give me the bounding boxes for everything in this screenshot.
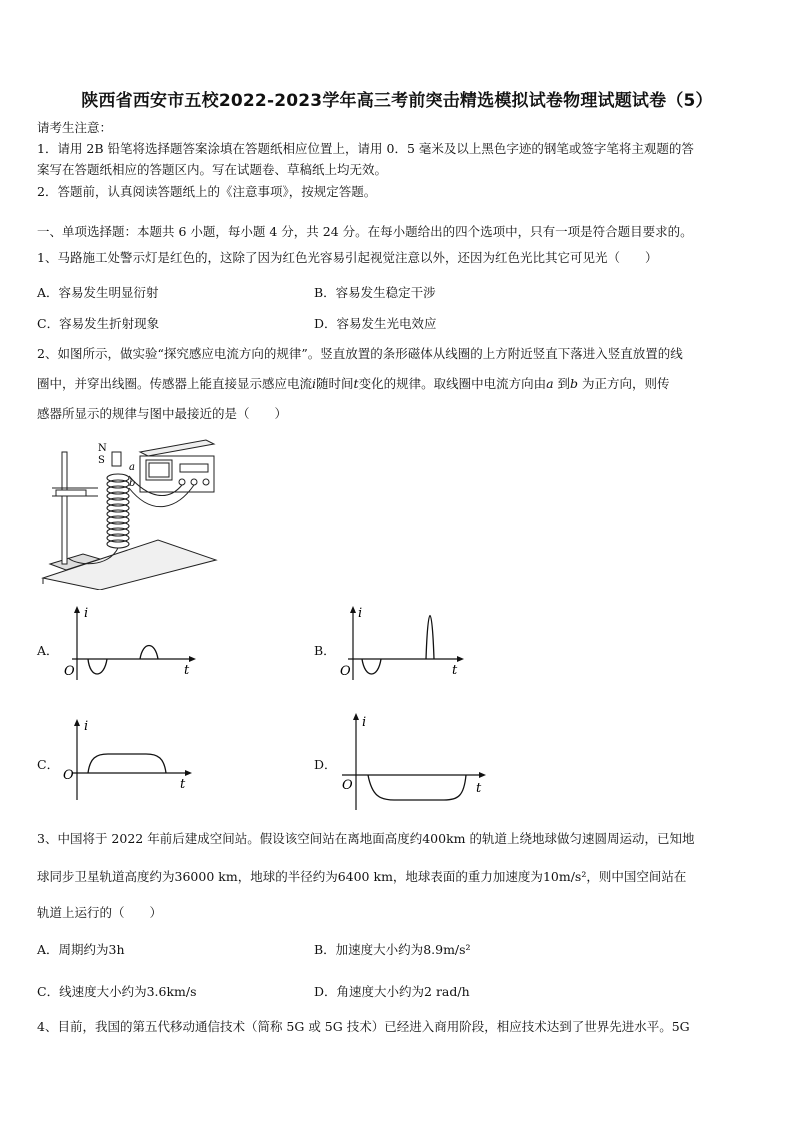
q3-option-b: B．加速度大小约为8.9m/s² xyxy=(314,942,471,957)
q2-line-3: 感器所显示的规律与图中最接近的是（ ） xyxy=(37,406,288,421)
axis-i-label: i xyxy=(84,719,89,734)
q1-stem: 1、马路施工处警示灯是红色的，这除了因为红色光容易引起视觉注意以外，还因为红色光比其它可见光（ ） xyxy=(37,250,658,265)
q2-option-d-label: D． xyxy=(314,757,337,772)
q2-graph-b xyxy=(336,605,476,685)
origin-label: O xyxy=(340,664,351,679)
notice-item-1-line-2: 案写在答题纸相应的答题区内。写在试题卷、草稿纸上均无效。 xyxy=(37,162,388,177)
origin-label: O xyxy=(342,778,353,793)
q3-option-c: C．线速度大小约为3.6km/s xyxy=(37,984,197,999)
axis-t-label: t xyxy=(180,777,186,792)
label-s: S xyxy=(98,455,105,466)
q2-line-2: 圈中，并穿出线圈。传感器上能直接显示感应电流i随时间t变化的规律。取线圈中电流方向由a 到b 为正方向，则传 xyxy=(37,376,670,391)
coil xyxy=(107,474,129,548)
bar-magnet xyxy=(112,452,121,466)
axis-t-label: t xyxy=(452,663,458,678)
label-n: N xyxy=(98,443,107,454)
current-sensor xyxy=(140,440,214,492)
q2-option-b-label: B． xyxy=(314,643,336,658)
axis-i-label: i xyxy=(362,715,367,730)
origin-label: O xyxy=(63,768,74,783)
label-b: b xyxy=(129,478,136,489)
notice-item-1-line-1: 1．请用 2B 铅笔将选择题答案涂填在答题纸相应位置上，请用 0．5 毫米及以上黑色字迹的钢笔或签字笔将主观题的答 xyxy=(37,141,694,156)
q3-option-a: A．周期约为3h xyxy=(37,942,125,957)
label-a: a xyxy=(129,462,135,473)
q4-line-1: 4、目前，我国的第五代移动通信技术（简称 5G 或 5G 技术）已经进入商用阶段，相应技术达到了世界先进水平。5G xyxy=(37,1019,690,1034)
q1-option-a: A．容易发生明显衍射 xyxy=(37,285,159,300)
q3-line-1: 3、中国将于 2022 年前后建成空间站。假设该空间站在离地面高度约400km 的轨道上绕地球做匀速圆周运动，已知地 xyxy=(37,831,695,846)
q3-option-d: D．角速度大小约为2 rad/h xyxy=(314,984,470,999)
axis-t-label: t xyxy=(184,663,190,678)
q3-line-2: 球同步卫星轨道高度约为36000 km，地球的半径约为6400 km，地球表面的重力加速度为10m/s²，则中国空间站在 xyxy=(37,869,687,884)
q2-graph-c xyxy=(60,718,200,802)
experiment-figure xyxy=(38,438,218,590)
section-heading: 一、单项选择题：本题共 6 小题，每小题 4 分，共 24 分。在每小题给出的四个选项中，只有一项是符合题目要求的。 xyxy=(37,224,693,239)
q2-line-1: 2、如图所示，做实验“探究感应电流方向的规律”。竖直放置的条形磁体从线圈的上方附近竖直下落进入竖直放置的线 xyxy=(37,346,683,361)
axis-i-label: i xyxy=(358,606,363,621)
page-title: 陕西省西安市五校2022-2023学年高三考前突击精选模拟试卷物理试题试卷（5） xyxy=(81,91,713,111)
notice-item-2: 2．答题前，认真阅读答题纸上的《注意事项》，按规定答题。 xyxy=(37,184,377,199)
origin-label: O xyxy=(64,664,75,679)
notice-heading: 请考生注意： xyxy=(37,120,113,135)
q2-option-c-label: C． xyxy=(37,757,60,772)
axis-t-label: t xyxy=(476,781,482,796)
axis-i-label: i xyxy=(84,606,89,621)
stand-rod xyxy=(62,452,67,564)
q1-option-b: B．容易发生稳定干涉 xyxy=(314,285,436,300)
q1-option-d: D．容易发生光电效应 xyxy=(314,316,437,331)
q2-option-a-label: A． xyxy=(37,643,59,658)
q2-graph-a xyxy=(60,605,200,685)
q3-line-3: 轨道上运行的（ ） xyxy=(37,905,163,920)
q1-option-c: C．容易发生折射现象 xyxy=(37,316,160,331)
q2-graph-d xyxy=(336,712,496,812)
